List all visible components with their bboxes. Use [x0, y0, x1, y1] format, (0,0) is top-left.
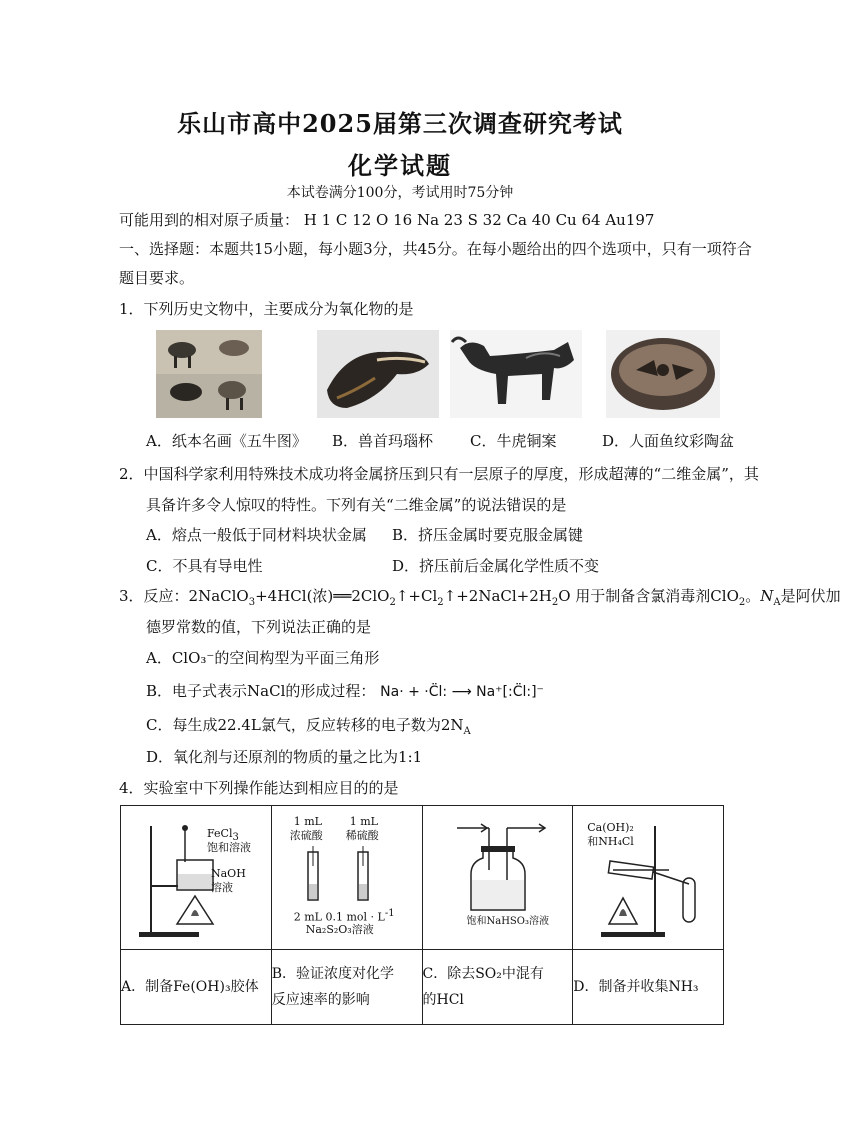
q2-option-d[interactable]: D．挤压前后金属化学性质不变 [392, 557, 600, 575]
nacl-electron-formula: Na· + ·C̈l: ⟶ Na⁺[:C̈l:]⁻ [380, 684, 544, 700]
q4-figure-b-cell: 1 mL 浓硫酸 1 mL 稀硫酸 2 mL 0.1 mol · $L^{-1}$ Na₂S₂O₃溶液 [271, 806, 422, 950]
q4-figure-d-cell: Ca(OH)₂ 和NH₄Cl [573, 806, 724, 950]
q4-stem: 4．实验室中下列操作能达到相应目的的是 [119, 779, 399, 797]
q1-option-d[interactable]: D．人面鱼纹彩陶盆 [602, 432, 735, 450]
q2-stem-1: 2．中国科学家利用特殊技术成功将金属挤压到只有一层原子的厚度，形成超薄的“二维金属”，其 [119, 465, 759, 483]
section-instructions-2: 题目要求。 [119, 269, 195, 287]
ox-tiger-bronze-image [450, 330, 582, 418]
five-oxen-painting-image [156, 330, 262, 418]
agate-cup-image [317, 330, 439, 418]
q3-stem-1: 3．反应：2NaClO$_3$+4HCl(浓)$══2ClO_2↑+Cl_2↑+2NaCl+2H_2O$ 用于制备含氯消毒剂ClO$_2$。$N_A$是阿伏加 [119, 587, 841, 608]
q3-stem-2: 德罗常数的值，下列说法正确的是 [146, 618, 372, 636]
q1-stem: 1．下列历史文物中，主要成分为氧化物的是 [119, 300, 414, 318]
q1-option-c[interactable]: C．牛虎铜案 [470, 432, 557, 450]
fish-pottery-basin-image [606, 330, 720, 418]
q2-option-c[interactable]: C．不具有导电性 [146, 557, 263, 575]
exam-title: 乐山市高中2025届第三次调查研究考试 [177, 109, 623, 138]
subject-title: 化学试题 [348, 151, 452, 180]
q4-option-b[interactable]: B．验证浓度对化学 反应速率的影响 [271, 950, 422, 1025]
fe-oh3-apparatus-diagram [121, 806, 271, 949]
q2-option-a[interactable]: A．熔点一般低于同材料块状金属 [146, 526, 367, 544]
q4-figure-a-cell: FeCl$_3$ 饱和溶液 NaOH 溶液 [121, 806, 272, 950]
q2-option-b[interactable]: B．挤压金属时要克服金属键 [392, 526, 584, 544]
exam-info: 本试卷满分100分，考试用时75分钟 [286, 185, 514, 201]
q3-option-a[interactable]: A．ClO₃⁻的空间构型为平面三角形 [146, 649, 380, 667]
q1-option-b[interactable]: B．兽首玛瑙杯 [332, 432, 434, 450]
q4-option-d[interactable]: D．制备并收集NH₃ [573, 950, 724, 1025]
section-instructions-1: 一、选择题：本题共15小题，每小题3分，共45分。在每小题给出的四个选项中，只有一项符合 [119, 240, 752, 258]
q1-option-a[interactable]: A．纸本名画《五牛图》 [146, 432, 307, 450]
q4-option-a[interactable]: A．制备Fe(OH)₃胶体 [121, 950, 272, 1025]
q4-figure-c-cell: 饱和NaHSO₃溶液 [422, 806, 573, 950]
q4-table [120, 805, 724, 1025]
q3-option-b[interactable]: B．电子式表示NaCl的形成过程： Na· + ·C̈l: ⟶ Na⁺[:C̈l:]⁻ [146, 682, 544, 700]
q3-option-d[interactable]: D．氧化剂与还原剂的物质的量之比为1:1 [146, 748, 423, 766]
q3-option-c[interactable]: C．每生成22.4L氯气，反应转移的电子数为$2N_A$ [146, 716, 471, 737]
atomic-masses: 可能用到的相对原子质量： H 1 C 12 O 16 Na 23 S 32 Ca 40 Cu 64 Au197 [119, 211, 655, 229]
q4-option-c[interactable]: C．除去SO₂中混有 的HCl [422, 950, 573, 1025]
q2-stem-2: 具备许多令人惊叹的特性。下列有关“二维金属”的说法错误的是 [146, 496, 567, 514]
